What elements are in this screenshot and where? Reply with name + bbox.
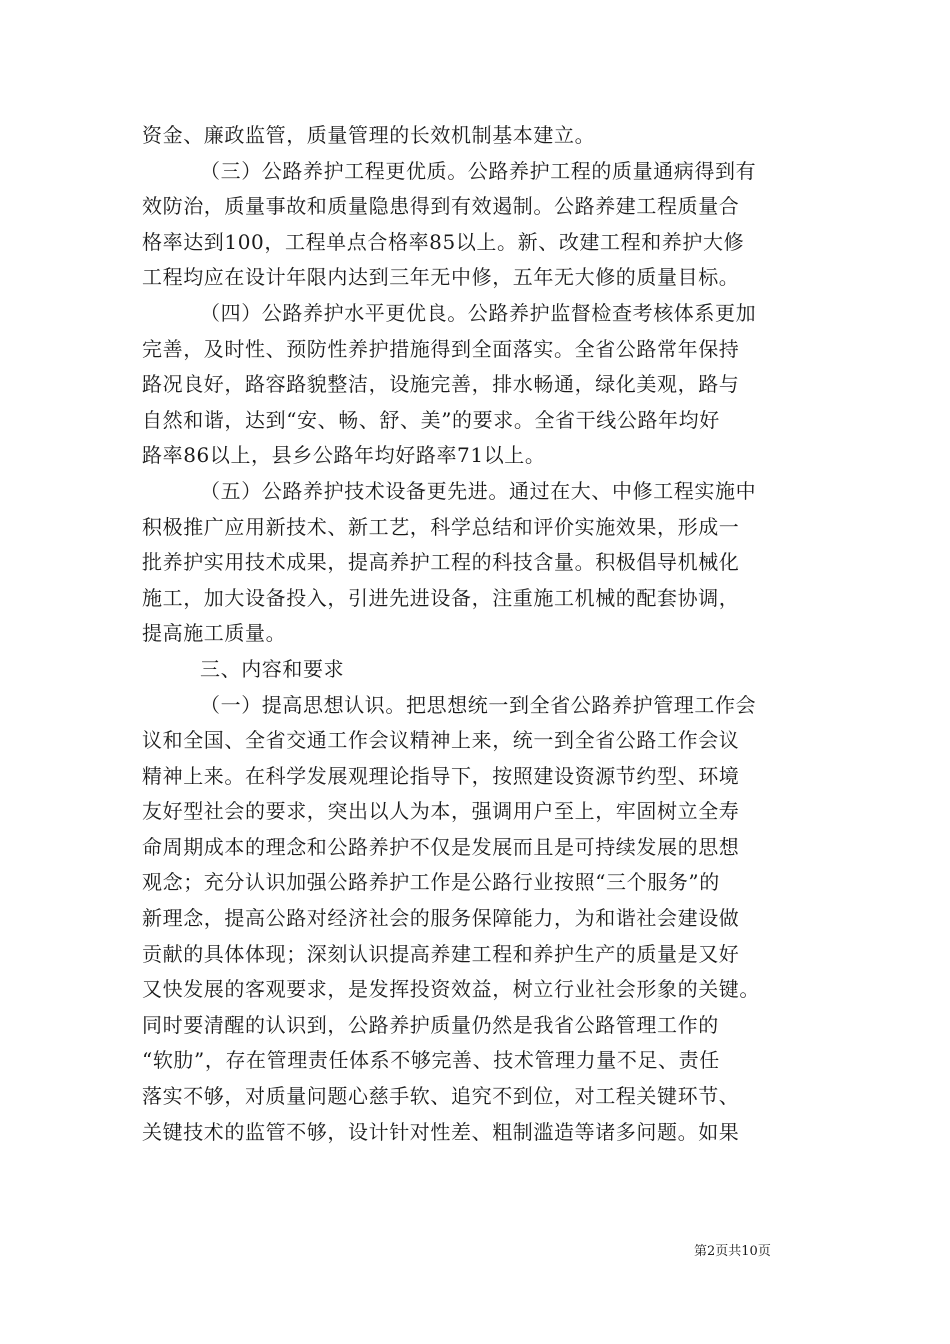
text-line: 路况良好，路容路貌整洁，设施完善，排水畅通，绿化美观，路与 bbox=[142, 372, 740, 397]
text-line: 格率达到100，工程单点合格率85以上。新、改建工程和养护大修 bbox=[142, 229, 745, 254]
section-heading: 三、内容和要求 bbox=[200, 656, 345, 681]
paragraph-heading-3: （三）公路养护工程更优质。公路养护工程的质量通病得到有 bbox=[200, 158, 757, 183]
text-line: 完善，及时性、预防性养护措施得到全面落实。全省公路常年保持 bbox=[142, 336, 740, 361]
text-line: 资金、廉政监管，质量管理的长效机制基本建立。 bbox=[142, 123, 596, 147]
text-line: 关键技术的监管不够，设计针对性差、粗制滥造等诸多问题。如果 bbox=[142, 1119, 740, 1144]
text-line: 路率86以上，县乡公路年均好路率71以上。 bbox=[142, 443, 546, 468]
text-line: “软肋”，存在管理责任体系不够完善、技术管理力量不足、责任 bbox=[142, 1048, 720, 1073]
text-line: 积极推广应用新技术、新工艺，科学总结和评价实施效果，形成一 bbox=[142, 514, 740, 539]
text-line: 批养护实用技术成果，提高养护工程的科技含量。积极倡导机械化 bbox=[142, 550, 740, 575]
text-line: 提高施工质量。 bbox=[142, 621, 287, 646]
paragraph-heading-1: （一）提高思想认识。把思想统一到全省公路养护管理工作会 bbox=[200, 692, 757, 717]
text-line: 同时要清醒的认识到，公路养护质量仍然是我省公路管理工作的 bbox=[142, 1012, 719, 1037]
text-line: 自然和谐，达到“安、畅、舒、美”的要求。全省干线公路年均好 bbox=[142, 407, 720, 432]
text-line: 友好型社会的要求，突出以人为本，强调用户至上，牢固树立全寿 bbox=[142, 799, 740, 824]
text-line: 落实不够，对质量问题心慈手软、追究不到位，对工程关键环节、 bbox=[142, 1084, 740, 1109]
text-line: 效防治，质量事故和质量隐患得到有效遏制。公路养建工程质量合 bbox=[142, 194, 740, 219]
text-line: 精神上来。在科学发展观理论指导下，按照建设资源节约型、环境 bbox=[142, 763, 740, 788]
page-number: 第2页共10页 bbox=[694, 1244, 771, 1259]
text-line: 议和全国、全省交通工作会议精神上来，统一到全省公路工作会议 bbox=[142, 728, 740, 753]
text-line: 新理念，提高公路对经济社会的服务保障能力，为和谐社会建设做 bbox=[142, 906, 740, 931]
text-line: 工程均应在设计年限内达到三年无中修，五年无大修的质量目标。 bbox=[142, 265, 740, 290]
document-body bbox=[142, 118, 812, 1150]
text-line: 贡献的具体体现；深刻认识提高养建工程和养护生产的质量是又好 bbox=[142, 941, 740, 966]
text-line: 观念；充分认识加强公路养护工作是公路行业按照“三个服务”的 bbox=[142, 870, 720, 895]
text-line: 命周期成本的理念和公路养护不仅是发展而且是可持续发展的思想 bbox=[142, 834, 740, 859]
text-line: 又快发展的客观要求，是发挥投资效益，树立行业社会形象的关键。 bbox=[142, 977, 760, 1002]
paragraph-heading-5: （五）公路养护技术设备更先进。通过在大、中修工程实施中 bbox=[200, 478, 757, 503]
text-line: 施工，加大设备投入，引进先进设备，注重施工机械的配套协调， bbox=[142, 585, 740, 610]
paragraph-heading-4: （四）公路养护水平更优良。公路养护监督检查考核体系更加 bbox=[200, 300, 757, 325]
